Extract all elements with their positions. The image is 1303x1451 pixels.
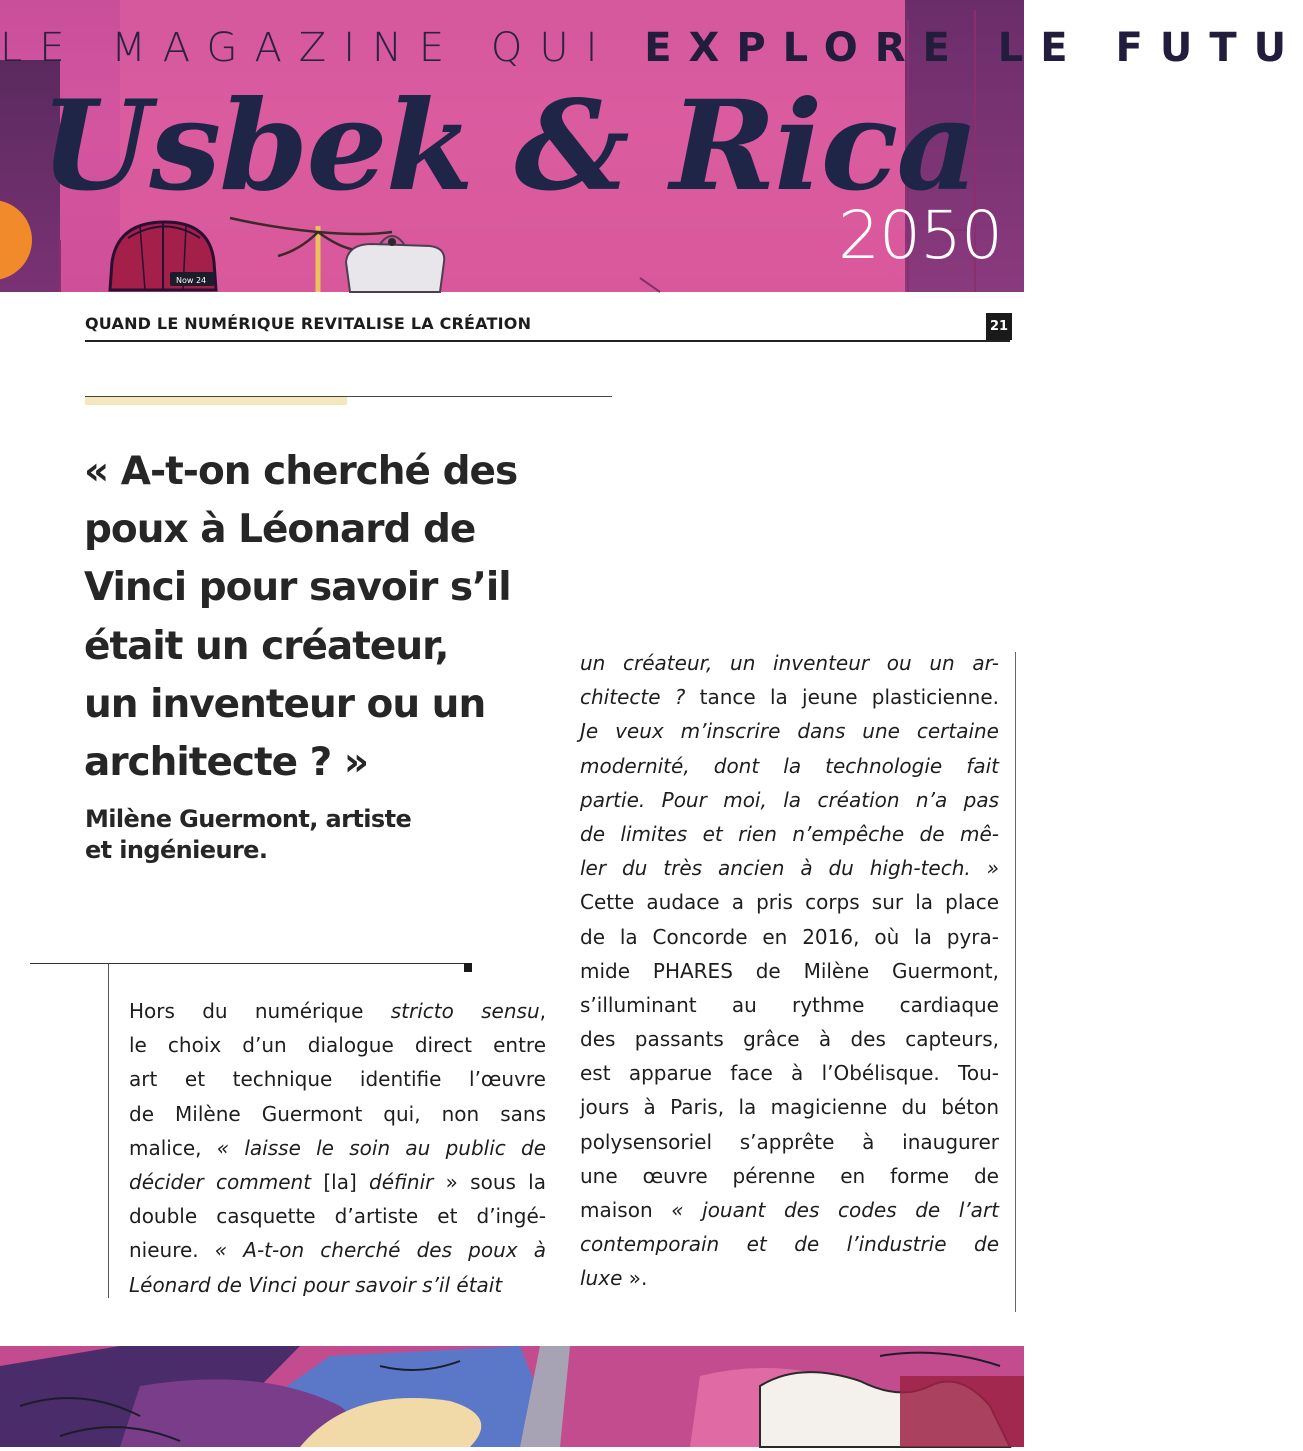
article-column-1 bbox=[129, 994, 546, 1302]
text-line bbox=[129, 1131, 546, 1165]
tagline-light: LE MAGAZINE QUI bbox=[0, 25, 615, 71]
italic-run: contemporain et de l’industrie de bbox=[580, 1232, 999, 1257]
header-rule bbox=[85, 340, 1010, 342]
text-run: jours à Paris, la magicienne du béton bbox=[580, 1095, 999, 1120]
italic-run: « jouant des codes de l’art bbox=[671, 1198, 1000, 1222]
section-title: QUAND LE NUMÉRIQUE REVITALISE LA CRÉATION bbox=[85, 314, 532, 333]
italic-run: décider comment bbox=[129, 1169, 312, 1194]
text-line bbox=[580, 783, 999, 817]
text-line bbox=[580, 885, 999, 919]
masthead-tagline bbox=[0, 22, 1303, 74]
box-left-rule bbox=[108, 963, 109, 1298]
text-line bbox=[580, 1125, 999, 1159]
box-top-rule bbox=[30, 963, 470, 964]
text-line bbox=[129, 1233, 546, 1267]
text-line bbox=[580, 714, 999, 748]
footer-illustration-svg bbox=[0, 1346, 1024, 1447]
pull-quote-line: poux à Léonard de bbox=[84, 507, 476, 553]
author-line: Milène Guermont, artiste bbox=[85, 805, 412, 833]
text-run: tance la jeune plasticienne. bbox=[685, 685, 999, 710]
italic-run: de limites et rien n’empêche de mê- bbox=[580, 821, 999, 846]
pull-quote-accent bbox=[85, 397, 347, 405]
page-number: 21 bbox=[986, 313, 1012, 340]
text-line bbox=[580, 749, 999, 783]
text-run: est apparue face à l’Obélisque. Tou- bbox=[580, 1061, 999, 1086]
italic-run: stricto sensu bbox=[390, 999, 540, 1023]
masthead-banner bbox=[0, 0, 1303, 292]
text-run: » sous la bbox=[433, 1169, 546, 1194]
text-line bbox=[580, 1090, 999, 1124]
text-line bbox=[580, 1056, 999, 1090]
text-run: Cette audace a pris corps sur la place bbox=[580, 890, 999, 915]
pull-quote-line: « A-t-on cherché des bbox=[84, 449, 518, 494]
italic-run: « A-t-on cherché des poux à bbox=[214, 1238, 546, 1263]
italic-run: un créateur, un inventeur ou un ar- bbox=[580, 651, 999, 675]
text-run: Hors du numérique bbox=[129, 999, 391, 1023]
column-right-rule bbox=[1015, 652, 1016, 1312]
text-line bbox=[580, 851, 999, 885]
pull-quote-line: était un créateur, bbox=[84, 623, 449, 669]
text-run: [la] bbox=[311, 1169, 370, 1194]
text-run: nieure. bbox=[129, 1238, 215, 1263]
text-run: mide PHARES de Milène Guermont, bbox=[580, 958, 999, 983]
footer-illustration bbox=[0, 1346, 1024, 1447]
text-run: s’illuminant au rythme cardiaque bbox=[580, 992, 999, 1017]
tagline-bold: EXPLORE LE FUTU bbox=[644, 25, 1303, 71]
italic-run: définir bbox=[369, 1169, 434, 1194]
pull-quote bbox=[84, 443, 604, 792]
italic-run: modernité, dont la technologie fait bbox=[580, 753, 999, 778]
text-run: ». bbox=[622, 1266, 648, 1291]
text-line bbox=[580, 680, 999, 714]
text-line bbox=[129, 1028, 546, 1062]
text-line bbox=[580, 954, 999, 988]
italic-run: ler du très ancien à du high-tech. » bbox=[580, 856, 999, 881]
text-line bbox=[580, 817, 999, 851]
text-line bbox=[580, 1227, 999, 1261]
footer-red-block bbox=[900, 1376, 1024, 1447]
text-run: de la Concorde en 2016, où la pyra- bbox=[580, 924, 999, 949]
text-line bbox=[580, 920, 999, 954]
pull-quote-line: architecte ? » bbox=[84, 740, 369, 786]
text-line bbox=[580, 1159, 999, 1193]
text-line bbox=[129, 1062, 546, 1096]
text-line bbox=[580, 1193, 999, 1227]
italic-run: partie. Pour moi, la création n’a pas bbox=[580, 787, 999, 812]
italic-run: « laisse le soin au public de bbox=[216, 1135, 546, 1160]
italic-run: Je veux m’inscrire dans une certaine bbox=[580, 719, 999, 744]
text-run: malice, bbox=[129, 1135, 217, 1160]
pull-quote-line: Vinci pour savoir s’il bbox=[84, 565, 511, 611]
text-run: une œuvre pérenne en forme de bbox=[580, 1163, 999, 1188]
text-line bbox=[129, 1097, 546, 1131]
text-run: art et technique identifie l’œuvre bbox=[129, 1067, 546, 1092]
white-bag-illustration bbox=[346, 236, 444, 292]
text-run: polysensoriel s’apprête à inaugurer bbox=[580, 1129, 999, 1154]
text-line bbox=[129, 1199, 546, 1233]
italic-run: luxe bbox=[580, 1266, 623, 1291]
text-run: des passants grâce à des capteurs, bbox=[580, 1027, 999, 1052]
box-corner-square bbox=[464, 963, 472, 972]
text-run: double casquette d’artiste et d’ingé- bbox=[129, 1204, 546, 1229]
pull-quote-author bbox=[85, 804, 505, 866]
italic-run: Léonard de Vinci pour savoir s’il était bbox=[129, 1272, 503, 1297]
orange-disc bbox=[0, 200, 32, 280]
magazine-year: 2050 bbox=[838, 197, 1002, 274]
italic-run: chitecte ? bbox=[580, 685, 686, 710]
text-line bbox=[580, 1261, 999, 1295]
text-line bbox=[580, 988, 999, 1022]
text-run: de Milène Guermont qui, non sans bbox=[129, 1101, 546, 1126]
text-line bbox=[129, 1268, 546, 1302]
text-line bbox=[129, 994, 546, 1028]
text-run: le choix d’un dialogue direct entre bbox=[129, 1033, 546, 1058]
pull-quote-line: un inventeur ou un bbox=[84, 681, 486, 727]
author-line: et ingénieure. bbox=[85, 836, 268, 864]
cap-label: Now 24 bbox=[176, 276, 207, 285]
text-line bbox=[580, 1022, 999, 1056]
text-run: , bbox=[539, 999, 546, 1023]
magazine-logo: Usbek & Rica bbox=[40, 74, 978, 219]
text-line bbox=[580, 646, 999, 680]
text-line bbox=[129, 1165, 546, 1199]
text-run: maison bbox=[580, 1198, 672, 1222]
article-column-2 bbox=[580, 646, 999, 1296]
